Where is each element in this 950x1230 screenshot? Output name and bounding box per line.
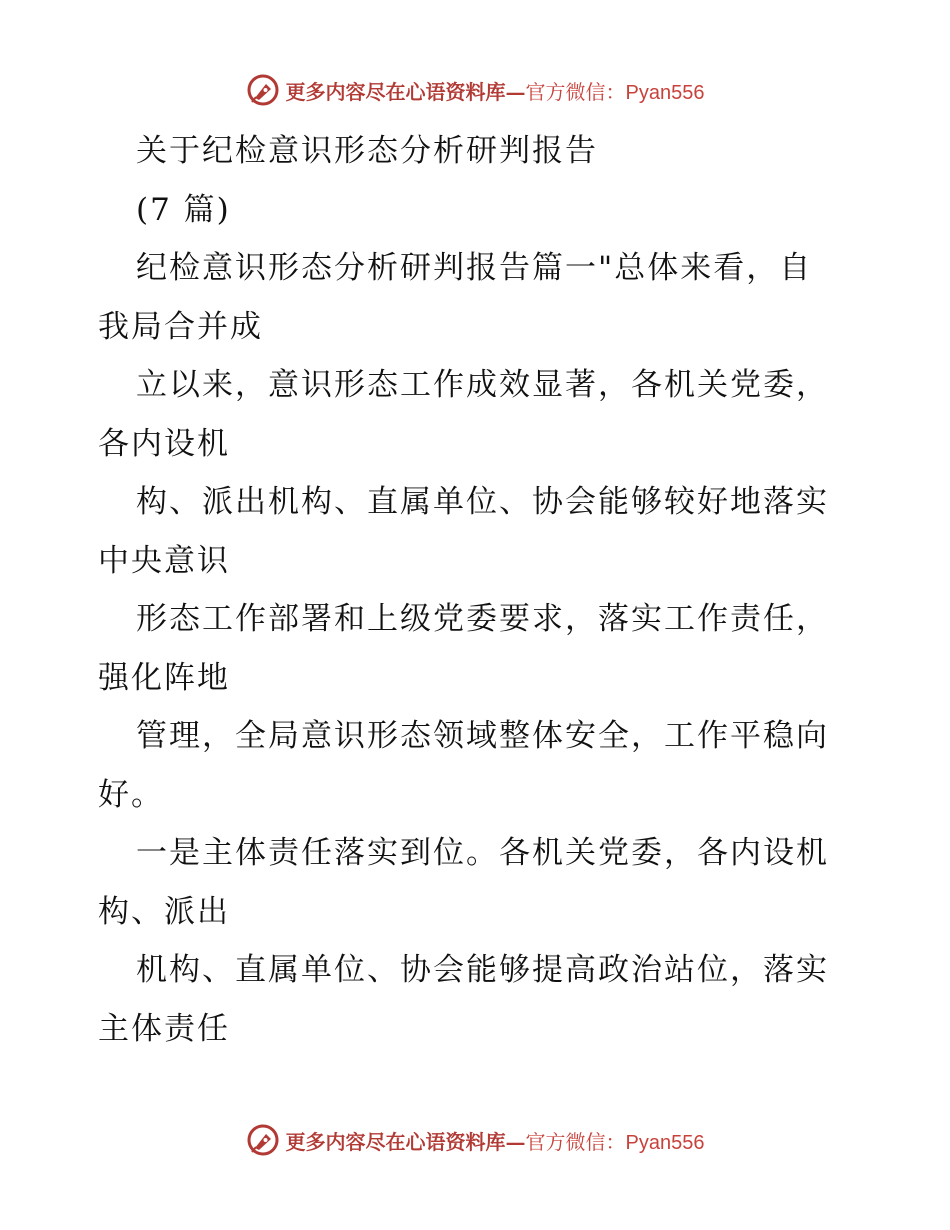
watermark-text-main: 更多内容尽在心语资料库— <box>285 79 526 104</box>
paragraph-line: 各内设机 <box>98 425 230 462</box>
pen-nib-logo-icon <box>246 73 280 107</box>
watermark-banner-bottom <box>0 1120 950 1160</box>
paragraph-line: 立以来，意识形态工作成效显著，各机关党委， <box>136 367 829 403</box>
paragraph-line: 构、派出 <box>98 893 230 930</box>
watermark <box>246 1123 705 1157</box>
pen-nib-logo-icon <box>246 1123 280 1157</box>
watermark-text <box>286 76 705 105</box>
document-title: 关于纪检意识形态分析研判报告 <box>136 133 598 169</box>
document-subtitle: (7 篇) <box>136 191 231 228</box>
paragraph-line: 一是主体责任落实到位。各机关党委，各内设机 <box>136 835 829 871</box>
paragraph-line: 机构、直属单位、协会能够提高政治站位，落实 <box>136 952 829 988</box>
watermark-wechat: 官方微信：Pyan556 <box>525 1131 705 1154</box>
paragraph-line: 构、派出机构、直属单位、协会能够较好地落实 <box>136 484 829 520</box>
paragraph-line: 主体责任 <box>98 1010 230 1047</box>
paragraph-line: 中央意识 <box>98 542 230 579</box>
paragraph-line: 纪检意识形态分析研判报告篇一"总体来看，自 <box>136 250 813 286</box>
watermark <box>246 73 705 107</box>
paragraph-line: 管理，全局意识形态领域整体安全，工作平稳向 <box>136 718 829 754</box>
paragraph-line: 形态工作部署和上级党委要求，落实工作责任， <box>136 601 829 637</box>
paragraph-line: 强化阵地 <box>98 659 230 696</box>
watermark-text-main: 更多内容尽在心语资料库— <box>285 1129 526 1154</box>
watermark-banner-top <box>0 70 950 110</box>
paragraph-line: 好。 <box>98 776 164 813</box>
paragraph-line: 我局合并成 <box>98 308 263 345</box>
watermark-text <box>286 1126 705 1155</box>
document-body <box>98 122 858 1058</box>
watermark-wechat: 官方微信：Pyan556 <box>525 81 705 104</box>
